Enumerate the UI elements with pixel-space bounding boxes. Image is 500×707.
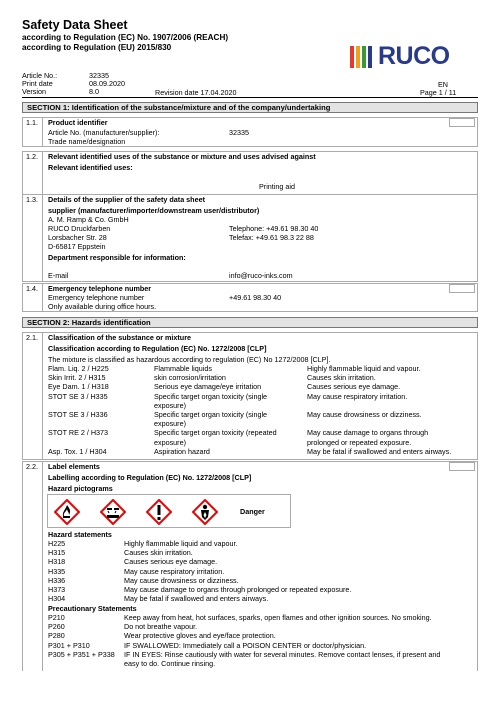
emergency-phone-label: Emergency telephone number [48,293,145,302]
hazard-class: Serious eye damage/eye irritation [154,382,262,392]
version-value: 8.0 [89,87,99,96]
precaution-text: Keep away from heat, hot surfaces, sparks, open flames and other ignition sources. No smoking. [124,613,432,622]
classification-code: Skin Irrit. 2 / H315 [48,373,106,383]
office-hours-note: Only available during office hours. [48,302,157,311]
hazard-statement: Causes serious eye damage. [307,382,401,392]
health-hazard-icon [192,499,218,525]
classification-code: STOT SE 3 / H335 [48,391,108,401]
hazard-code: H336 [48,575,66,585]
hazard-text: May be fatal if swallowed and enters airways. [124,594,269,604]
supplier-heading: supplier (manufacturer/importer/downstream user/distributor) [48,206,260,215]
company-division: RUCO Druckfarben [48,224,111,233]
classification-intro: The mixture is classified as hazardous according to regulation (EC) No 1272/2008 [CLP]. [48,355,331,364]
cell-box [449,284,475,293]
subsection-1-4 [22,283,478,312]
classification-code: STOT SE 3 / H336 [48,410,108,419]
hazard-class: Specific target organ toxicity (repeated [154,428,277,438]
precaution-text: Do not breathe vapour. [124,622,198,632]
hazard-statement: May cause drowsiness or dizziness. [307,410,422,419]
company-city: D-65817 Eppstein [48,242,106,251]
ruco-logo [348,44,478,70]
subsection-1-2 [22,151,478,195]
hazard-class: Aspiration hazard [154,446,210,456]
department-label: Department responsible for information: [48,253,186,262]
emergency-phone-value: +49.61 98.30 40 [229,293,282,302]
cell-box [449,118,475,127]
precaution-code: P301 + P310 [48,640,90,650]
hazard-statement: May cause damage to organs through [307,428,429,438]
pictogram-box [47,494,291,528]
hazard-code: H304 [48,594,66,604]
hazard-statement: Causes skin irritation. [307,373,376,383]
hazard-statement: Highly flammable liquid and vapour. [307,364,421,373]
hazard-statement: May cause respiratory irritation. [307,391,408,401]
article-no-value: 32335 [229,128,249,137]
hazard-statement: May be fatal if swallowed and enters airways. [307,446,452,456]
classification-code: Eye Dam. 1 / H318 [48,382,109,392]
print-date-label: Print date [22,79,53,88]
hazard-code: H315 [48,548,66,558]
regulation-reach: according to Regulation (EC) No. 1907/2006 (REACH) [22,33,229,42]
hazard-statement: prolonged or repeated exposure. [307,437,412,447]
logo-mark-icon [348,46,376,68]
subsection-heading: Details of the supplier of the safety data sheet [48,195,205,204]
precaution-code: P210 [48,613,65,622]
section-1-heading: SECTION 1: Identification of the substance/mixture and of the company/undertaking [22,102,478,113]
header-divider [22,97,478,98]
hazard-text: May cause damage to organs through prolonged or repeated exposure. [124,585,352,594]
classification-code: Flam. Liq. 2 / H225 [48,364,109,373]
hazard-text: May cause respiratory irritation. [124,566,225,576]
subsection-number: 1.3. [23,195,43,281]
hazard-class: exposure) [154,419,186,429]
clp-labelling-heading: Labelling according to Regulation (EC) No. 1272/2008 [CLP] [48,473,252,482]
clp-classification-heading: Classification according to Regulation (EC) No. 1272/2008 [CLP] [48,344,267,353]
precaution-text: easy to do. Continue rinsing. [124,659,216,668]
hazard-text: Highly flammable liquid and vapour. [124,539,238,548]
classification-code: STOT RE 2 / H373 [48,428,109,438]
article-label: Article No.: [22,71,58,80]
flame-icon [54,499,80,525]
subsection-number: 1.4. [23,284,43,311]
trade-name-label: Trade name/designation [48,137,126,146]
email-value[interactable]: info@ruco-inks.com [229,271,293,280]
email-label: E-mail [48,271,69,280]
subsection-heading: Classification of the substance or mixture [48,333,191,342]
article-value: 32335 [89,71,109,80]
hazard-code: H373 [48,585,66,594]
precautionary-statements-heading: Precautionary Statements [48,604,137,613]
subsection-2-2 [22,461,478,671]
subsection-number: 2.1. [23,333,43,459]
relevant-uses-label: Relevant identified uses: [48,163,133,172]
hazard-text: Causes serious eye damage. [124,557,218,567]
precaution-text: IF SWALLOWED: Immediately call a POISON CENTER or doctor/physician. [124,640,367,650]
print-date-value: 08.09.2020 [89,79,125,88]
precaution-code: P260 [48,622,65,632]
version-label: Version [22,87,46,96]
subsection-heading: Emergency telephone number [48,284,152,293]
subsection-number: 1.1. [23,118,43,146]
document-meta [22,72,162,98]
precaution-text: IF IN EYES: Rinse cautiously with water for several minutes. Remove contact lenses, if present and [124,649,441,659]
hazard-class: Specific target organ toxicity (single [154,391,268,401]
logo-text: RUCO [378,42,450,70]
signal-word: Danger [240,507,265,516]
subsection-heading: Label elements [48,462,100,471]
subsection-heading: Relevant identified uses of the substance or mixture and uses advised against [48,152,316,161]
regulation-eu: according to Regulation (EU) 2015/830 [22,43,172,52]
exclamation-mark-icon [146,499,172,525]
relevant-uses-value: Printing aid [259,182,295,191]
hazard-class: Flammable liquids [154,364,212,373]
precaution-text: Wear protective gloves and eye/face protection. [124,631,276,641]
supplier-telefax: Telefax: +49.61 98.3 22 88 [229,233,314,242]
hazard-class: skin corrosion/irritation [154,373,226,383]
revision-date: Revision date 17.04.2020 [155,88,237,97]
section-2-heading: SECTION 2: Hazards identification [22,317,478,328]
supplier-telephone: Telephone: +49.61 98.30 40 [229,224,319,233]
subsection-2-1 [22,332,478,460]
language: EN [438,80,448,89]
subsection-heading: Product identifier [48,118,108,127]
subsection-number: 2.2. [23,462,43,671]
corrosion-icon [100,499,126,525]
document-title: Safety Data Sheet [22,18,128,32]
hazard-statements-heading: Hazard statements [48,530,112,539]
hazard-code: H318 [48,557,66,567]
cell-box [449,462,475,471]
hazard-class: exposure) [154,400,186,410]
hazard-text: Causes skin irritation. [124,548,193,558]
company-street: Lorsbacher Str. 28 [48,233,107,242]
hazard-text: May cause drowsiness or dizziness. [124,575,239,585]
hazard-class: Specific target organ toxicity (single [154,410,268,419]
precaution-code: P305 + P351 + P338 [48,649,115,659]
hazard-class: exposure) [154,437,186,447]
precaution-code: P280 [48,631,65,641]
classification-code: Asp. Tox. 1 / H304 [48,446,107,456]
hazard-code: H335 [48,566,66,576]
company-name: A. M. Ramp & Co. GmbH [48,215,129,224]
hazard-code: H225 [48,539,66,548]
subsection-1-1 [22,117,478,147]
subsection-1-3 [22,194,478,282]
article-no-label: Article No. (manufacturer/supplier): [48,128,160,137]
subsection-number: 1.2. [23,152,43,194]
page-number: Page 1 / 11 [420,88,457,97]
hazard-pictograms-label: Hazard pictograms [48,484,113,493]
